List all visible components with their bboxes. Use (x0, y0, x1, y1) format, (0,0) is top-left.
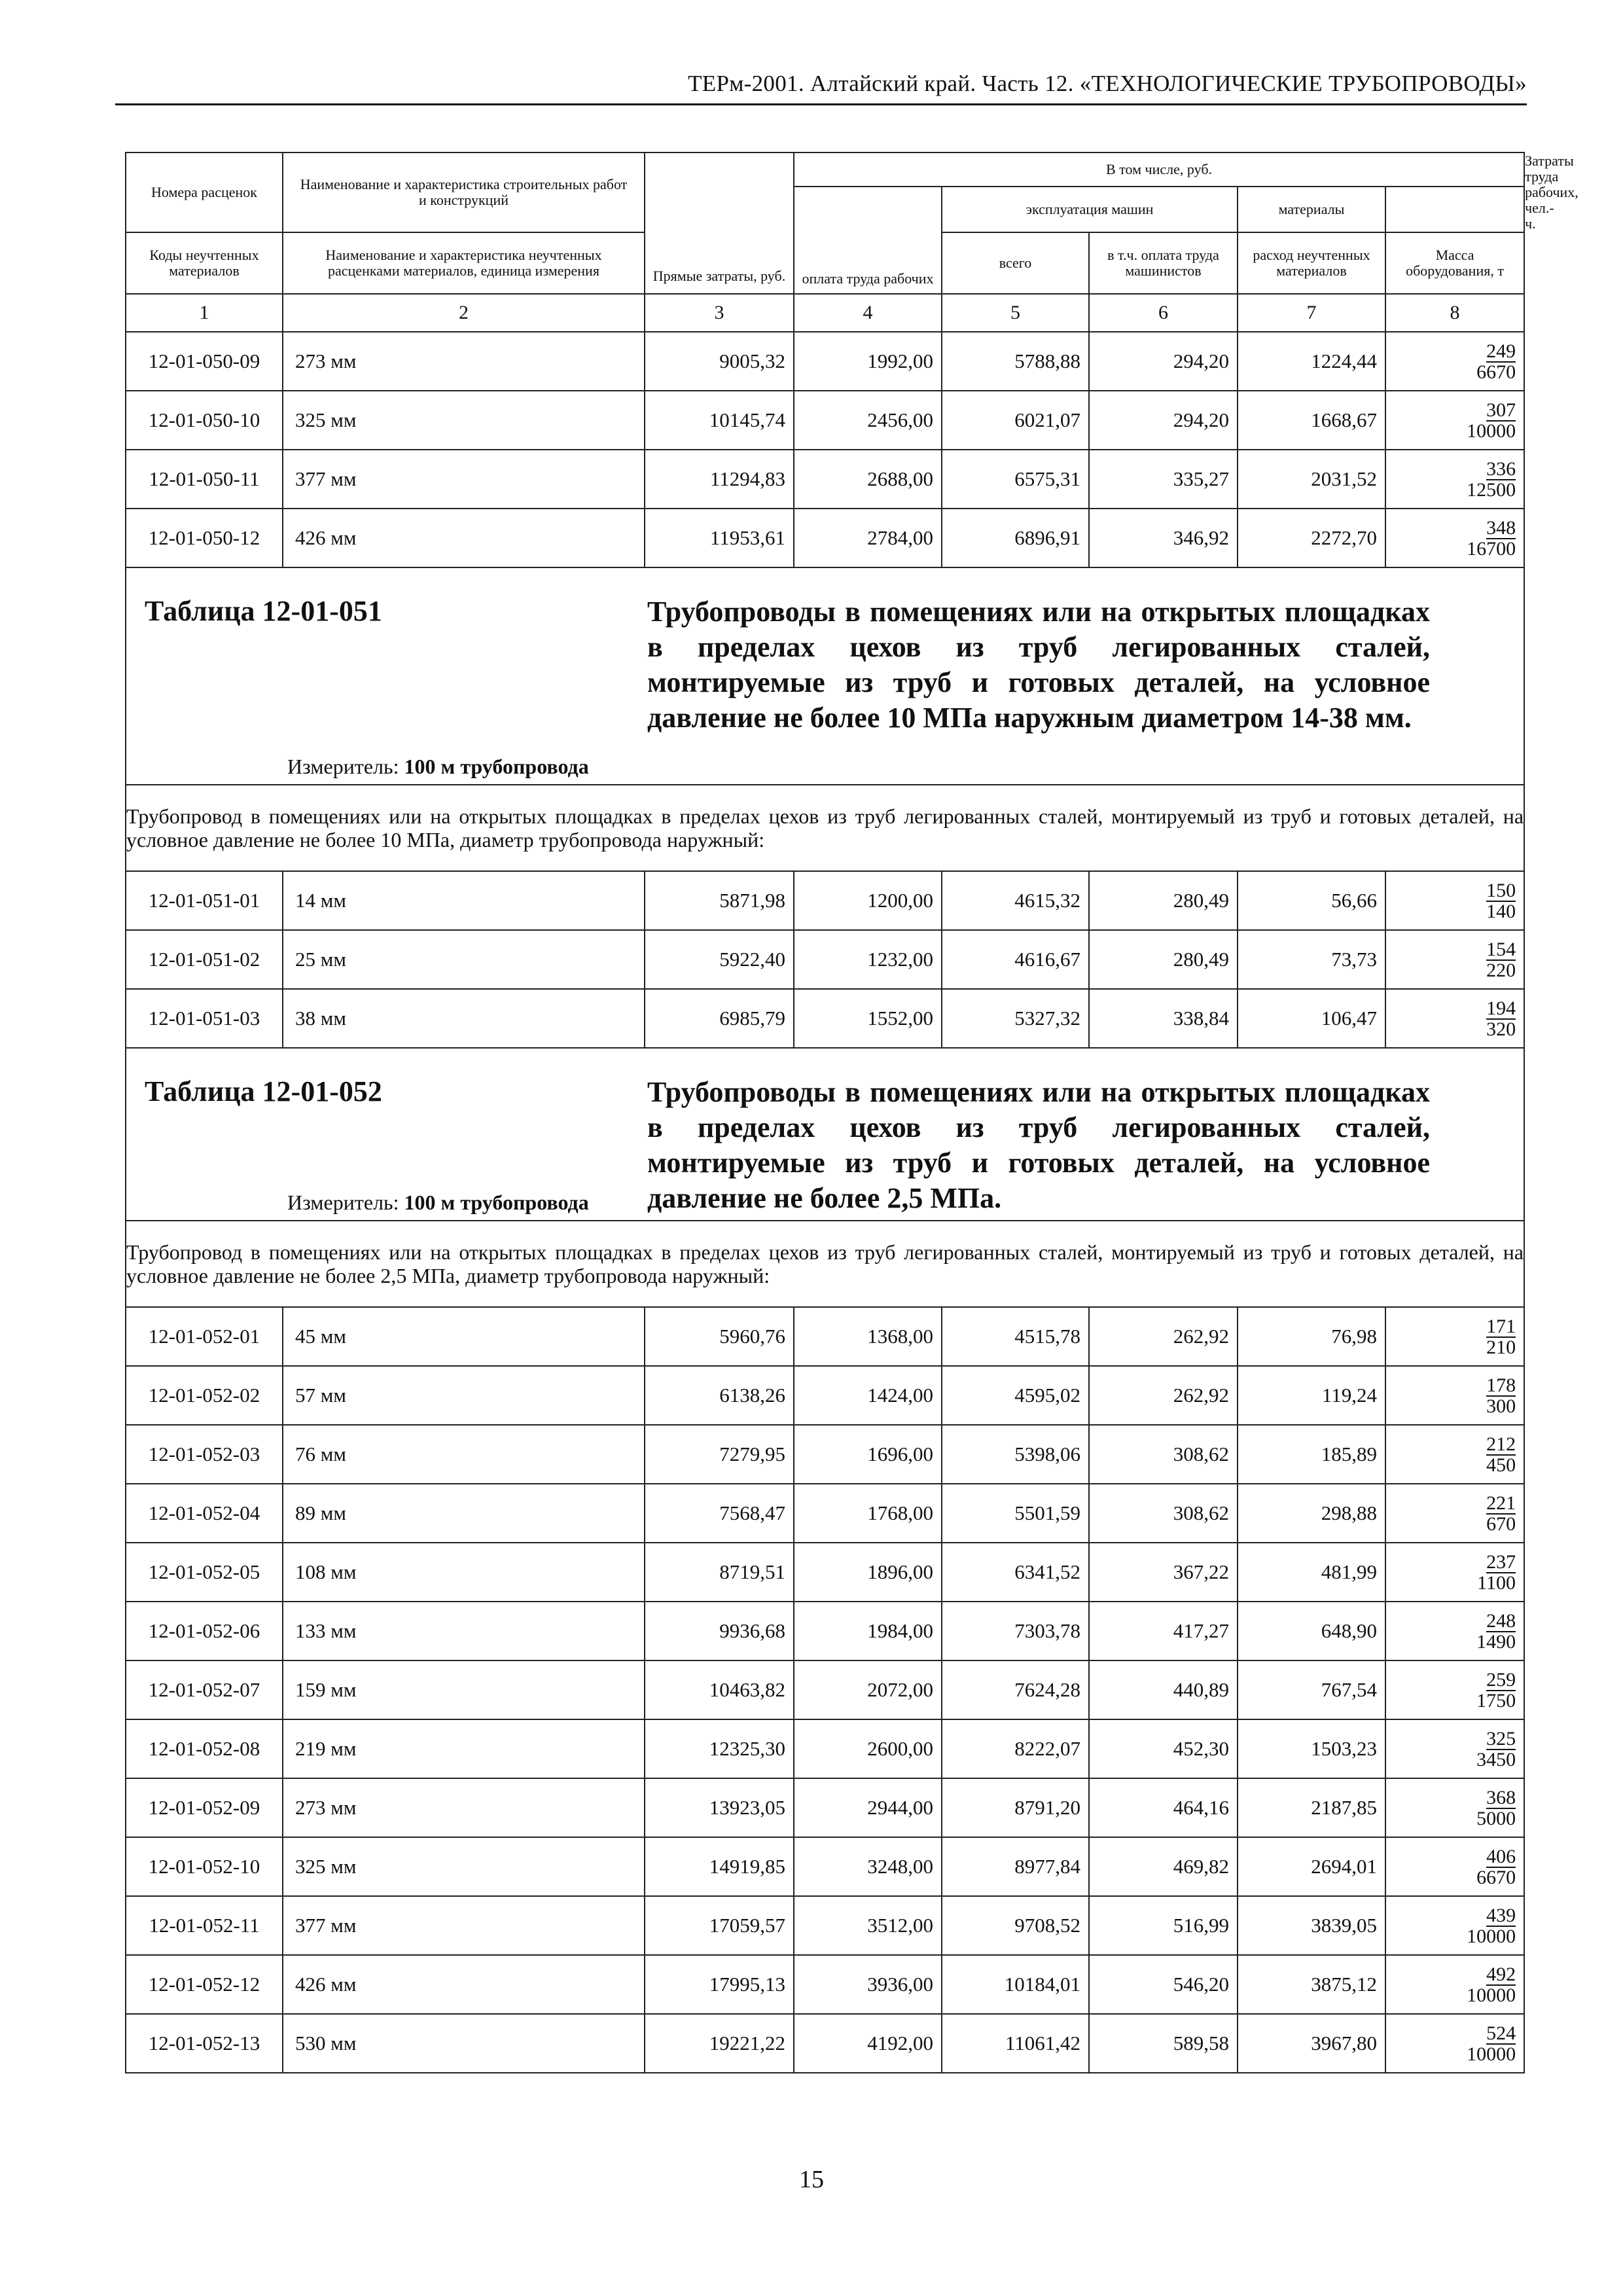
labor-mass-cell (1385, 509, 1524, 567)
diameter-cell: 159 мм (283, 1660, 645, 1719)
labor-mass-cell (1385, 989, 1524, 1048)
page-number: 15 (799, 2166, 824, 2193)
measure-label: Измеритель: (287, 755, 399, 778)
labor-hours-value: 194 (1486, 997, 1516, 1019)
labor-cost-cell: 2600,00 (794, 1719, 942, 1778)
labor-mass-cell (1385, 1955, 1524, 2014)
labor-cost-cell: 2688,00 (794, 450, 942, 509)
rate-code-cell: 12-01-052-01 (126, 1307, 283, 1366)
hdr-col4: оплата труда рабочих (794, 187, 942, 294)
direct-cost-cell: 8719,51 (645, 1543, 794, 1602)
table-header: Номера расценок Наименование и характеристика строительных работ и конструкций Прямые затраты, руб. В том числе, руб. Затраты труда рабочих, чел.-ч. оплата труда рабочих эксплуатация машин материалы Коды неучтенных материалов Наименование и характеристика неучтенных расценками материалов, единица измерения всего в т.ч. оплата труда машинистов расход неучтенных материалов Масса оборудования, т 1 2 3 4 5 6 7 8 (126, 152, 1524, 332)
materials-cost-cell: 648,90 (1238, 1602, 1385, 1660)
equipment-mass-value: 16700 (1467, 537, 1516, 560)
direct-cost-cell: 9936,68 (645, 1602, 794, 1660)
machines-cost-cell: 4515,78 (942, 1307, 1089, 1366)
equipment-mass-value: 1100 (1477, 1571, 1516, 1594)
diameter-cell: 219 мм (283, 1719, 645, 1778)
table-052-label: Таблица 12-01-052 (145, 1075, 382, 1107)
rate-code-cell: 12-01-052-11 (126, 1896, 283, 1955)
labor-mass-cell (1385, 871, 1524, 930)
equipment-mass-value: 6670 (1476, 361, 1516, 383)
equipment-mass-value: 6670 (1476, 1866, 1516, 1888)
direct-cost-cell: 10463,82 (645, 1660, 794, 1719)
machines-cost-cell: 5501,59 (942, 1484, 1089, 1543)
labor-mass-cell (1385, 1896, 1524, 1955)
machinists-cost-cell: 589,58 (1089, 2014, 1238, 2073)
table-051-measure (287, 755, 589, 779)
equipment-mass-value: 320 (1486, 1018, 1516, 1040)
materials-cost-cell: 3839,05 (1238, 1896, 1385, 1955)
header-rule (115, 103, 1527, 105)
rate-code-cell: 12-01-052-06 (126, 1602, 283, 1660)
labor-hours-value: 212 (1486, 1433, 1516, 1455)
machines-cost-cell: 8222,07 (942, 1719, 1089, 1778)
labor-mass-cell (1385, 332, 1524, 391)
machinists-cost-cell: 516,99 (1089, 1896, 1238, 1955)
labor-hours-value: 524 (1486, 2022, 1516, 2044)
equipment-mass-value: 10000 (1467, 1925, 1516, 1947)
rate-code-cell: 12-01-050-12 (126, 509, 283, 567)
machines-cost-cell: 10184,01 (942, 1955, 1089, 2014)
materials-cost-cell: 76,98 (1238, 1307, 1385, 1366)
labor-mass-cell (1385, 1484, 1524, 1543)
col-number: 2 (283, 294, 645, 332)
labor-mass-cell (1385, 1307, 1524, 1366)
materials-cost-cell: 2272,70 (1238, 509, 1385, 567)
labor-hours-value: 348 (1486, 516, 1516, 539)
labor-mass-cell (1385, 2014, 1524, 2073)
labor-mass-cell (1385, 1719, 1524, 1778)
table-row (126, 930, 1524, 989)
labor-cost-cell: 1424,00 (794, 1366, 942, 1425)
machinists-cost-cell: 546,20 (1089, 1955, 1238, 2014)
labor-cost-cell: 2944,00 (794, 1778, 942, 1837)
rate-code-cell: 12-01-052-08 (126, 1719, 283, 1778)
machinists-cost-cell: 262,92 (1089, 1366, 1238, 1425)
col-number: 3 (645, 294, 794, 332)
rates-table (125, 152, 1578, 2073)
machinists-cost-cell: 338,84 (1089, 989, 1238, 1048)
materials-cost-cell: 106,47 (1238, 989, 1385, 1048)
hdr-col6: в т.ч. оплата труда машинистов (1089, 232, 1238, 294)
diameter-cell: 89 мм (283, 1484, 645, 1543)
rows-table-052 (126, 1307, 1524, 2073)
col-number: 6 (1089, 294, 1238, 332)
machines-cost-cell: 7303,78 (942, 1602, 1089, 1660)
table-row (126, 1543, 1524, 1602)
rate-code-cell: 12-01-050-10 (126, 391, 283, 450)
labor-cost-cell: 2456,00 (794, 391, 942, 450)
diameter-cell: 76 мм (283, 1425, 645, 1484)
hdr-col1-bottom: Коды неучтенных материалов (126, 232, 283, 294)
materials-cost-cell: 185,89 (1238, 1425, 1385, 1484)
col-number: 7 (1238, 294, 1385, 332)
labor-cost-cell: 1992,00 (794, 332, 942, 391)
hdr-group-top: В том числе, руб. (794, 152, 1524, 187)
direct-cost-cell: 10145,74 (645, 391, 794, 450)
materials-cost-cell: 73,73 (1238, 930, 1385, 989)
labor-mass-cell (1385, 1543, 1524, 1602)
table-row (126, 1837, 1524, 1896)
equipment-mass-value: 10000 (1467, 1984, 1516, 2006)
table-row (126, 1719, 1524, 1778)
rate-code-cell: 12-01-052-10 (126, 1837, 283, 1896)
direct-cost-cell: 6985,79 (645, 989, 794, 1048)
direct-cost-cell: 17995,13 (645, 1955, 794, 2014)
rows-table-051 (126, 871, 1524, 1048)
rate-code-cell: 12-01-052-04 (126, 1484, 283, 1543)
direct-cost-cell: 11953,61 (645, 509, 794, 567)
labor-cost-cell: 3512,00 (794, 1896, 942, 1955)
table-row (126, 1484, 1524, 1543)
diameter-cell: 133 мм (283, 1602, 645, 1660)
rate-code-cell: 12-01-052-03 (126, 1425, 283, 1484)
measure-label: Измеритель: (287, 1191, 399, 1214)
direct-cost-cell: 19221,22 (645, 2014, 794, 2073)
direct-cost-cell: 12325,30 (645, 1719, 794, 1778)
machines-cost-cell: 9708,52 (942, 1896, 1089, 1955)
labor-cost-cell: 1232,00 (794, 930, 942, 989)
direct-cost-cell: 5922,40 (645, 930, 794, 989)
diameter-cell: 426 мм (283, 509, 645, 567)
labor-hours-value: 259 (1486, 1668, 1516, 1691)
table-052-measure (287, 1191, 589, 1215)
labor-hours-value: 368 (1486, 1786, 1516, 1808)
labor-cost-cell: 2072,00 (794, 1660, 942, 1719)
rate-code-cell: 12-01-050-11 (126, 450, 283, 509)
materials-cost-cell: 298,88 (1238, 1484, 1385, 1543)
hdr-col3: Прямые затраты, руб. (645, 152, 794, 294)
labor-mass-cell (1385, 1660, 1524, 1719)
machinists-cost-cell: 280,49 (1089, 871, 1238, 930)
hdr-col2-top: Наименование и характеристика строительных работ и конструкций (283, 152, 645, 232)
labor-hours-value: 325 (1486, 1727, 1516, 1749)
machinists-cost-cell: 346,92 (1089, 509, 1238, 567)
machines-cost-cell: 11061,42 (942, 2014, 1089, 2073)
machinists-cost-cell: 464,16 (1089, 1778, 1238, 1837)
materials-cost-cell: 119,24 (1238, 1366, 1385, 1425)
table-row (126, 509, 1524, 567)
machinists-cost-cell: 280,49 (1089, 930, 1238, 989)
labor-cost-cell: 1552,00 (794, 989, 942, 1048)
equipment-mass-value: 3450 (1476, 1748, 1516, 1770)
machines-cost-cell: 6341,52 (942, 1543, 1089, 1602)
direct-cost-cell: 14919,85 (645, 1837, 794, 1896)
table-row (126, 450, 1524, 509)
hdr-materials: материалы (1238, 187, 1385, 232)
direct-cost-cell: 7279,95 (645, 1425, 794, 1484)
direct-cost-cell: 9005,32 (645, 332, 794, 391)
diameter-cell: 426 мм (283, 1955, 645, 2014)
equipment-mass-value: 670 (1486, 1513, 1516, 1535)
rate-code-cell: 12-01-052-02 (126, 1366, 283, 1425)
equipment-mass-value: 5000 (1476, 1807, 1516, 1829)
diameter-cell: 530 мм (283, 2014, 645, 2073)
labor-hours-value: 178 (1486, 1374, 1516, 1396)
direct-cost-cell: 6138,26 (645, 1366, 794, 1425)
machines-cost-cell: 6575,31 (942, 450, 1089, 509)
equipment-mass-value: 10000 (1467, 420, 1516, 442)
rate-code-cell: 12-01-051-03 (126, 989, 283, 1048)
hdr-machines: эксплуатация машин (942, 187, 1238, 232)
diameter-cell: 38 мм (283, 989, 645, 1048)
materials-cost-cell: 1668,67 (1238, 391, 1385, 450)
diameter-cell: 45 мм (283, 1307, 645, 1366)
equipment-mass-value: 450 (1486, 1454, 1516, 1476)
equipment-mass-value: 1750 (1476, 1689, 1516, 1712)
table-051-title: Трубопроводы в помещениях или на открытых площадках в пределах цехов из труб легированных сталей, монтируемые из труб и готовых деталей, на условное давление не более 10 МПа наружным диаметром 14-38 мм. (647, 596, 1430, 734)
labor-hours-value: 439 (1486, 1904, 1516, 1926)
labor-hours-value: 336 (1486, 457, 1516, 480)
machinists-cost-cell: 294,20 (1089, 332, 1238, 391)
machines-cost-cell: 5788,88 (942, 332, 1089, 391)
rate-code-cell: 12-01-052-07 (126, 1660, 283, 1719)
rate-code-cell: 12-01-052-05 (126, 1543, 283, 1602)
machines-cost-cell: 5327,32 (942, 989, 1089, 1048)
machines-cost-cell: 6021,07 (942, 391, 1089, 450)
materials-cost-cell: 481,99 (1238, 1543, 1385, 1602)
table-row (126, 1366, 1524, 1425)
equipment-mass-value: 140 (1486, 900, 1516, 922)
labor-cost-cell: 1768,00 (794, 1484, 942, 1543)
diameter-cell: 108 мм (283, 1543, 645, 1602)
table-row (126, 1307, 1524, 1366)
diameter-cell: 325 мм (283, 1837, 645, 1896)
table-row (126, 1660, 1524, 1719)
labor-mass-cell (1385, 1425, 1524, 1484)
table-052-heading-block (126, 1048, 1524, 1221)
table-052-title: Трубопроводы в помещениях или на открытых площадках в пределах цехов из труб легированных сталей, монтируемые из труб и готовых деталей, на условное давление не более 2,5 МПа. (647, 1076, 1430, 1214)
rate-code-cell: 12-01-052-12 (126, 1955, 283, 2014)
equipment-mass-value: 12500 (1467, 478, 1516, 501)
labor-hours-value: 406 (1486, 1845, 1516, 1867)
labor-hours-value: 171 (1486, 1315, 1516, 1337)
machines-cost-cell: 4615,32 (942, 871, 1089, 930)
machines-cost-cell: 8791,20 (942, 1778, 1089, 1837)
labor-hours-value: 221 (1486, 1492, 1516, 1514)
diameter-cell: 14 мм (283, 871, 645, 930)
direct-cost-cell: 5871,98 (645, 871, 794, 930)
machinists-cost-cell: 452,30 (1089, 1719, 1238, 1778)
labor-cost-cell: 1696,00 (794, 1425, 942, 1484)
machines-cost-cell: 5398,06 (942, 1425, 1089, 1484)
labor-hours-value: 249 (1486, 340, 1516, 362)
labor-cost-cell: 1368,00 (794, 1307, 942, 1366)
equipment-mass-value: 10000 (1467, 2043, 1516, 2065)
equipment-mass-value: 1490 (1476, 1630, 1516, 1653)
rate-code-cell: 12-01-052-13 (126, 2014, 283, 2073)
labor-cost-cell: 1984,00 (794, 1602, 942, 1660)
machinists-cost-cell: 469,82 (1089, 1837, 1238, 1896)
machinists-cost-cell: 440,89 (1089, 1660, 1238, 1719)
machinists-cost-cell: 262,92 (1089, 1307, 1238, 1366)
table-row (126, 1602, 1524, 1660)
labor-cost-cell: 1200,00 (794, 871, 942, 930)
machinists-cost-cell: 417,27 (1089, 1602, 1238, 1660)
diameter-cell: 273 мм (283, 332, 645, 391)
labor-mass-cell (1385, 450, 1524, 509)
rate-code-cell: 12-01-052-09 (126, 1778, 283, 1837)
machines-cost-cell: 4616,67 (942, 930, 1089, 989)
labor-mass-cell (1385, 1837, 1524, 1896)
diameter-cell: 273 мм (283, 1778, 645, 1837)
col-number: 1 (126, 294, 283, 332)
materials-cost-cell: 1503,23 (1238, 1719, 1385, 1778)
table-052-section (126, 1048, 1524, 1307)
labor-mass-cell (1385, 391, 1524, 450)
machinists-cost-cell: 294,20 (1089, 391, 1238, 450)
labor-mass-cell (1385, 1602, 1524, 1660)
page-header-title: ТЕРм-2001. Алтайский край. Часть 12. «ТЕХНОЛОГИЧЕСКИЕ ТРУБОПРОВОДЫ» (688, 71, 1527, 96)
machines-cost-cell: 4595,02 (942, 1366, 1089, 1425)
machinists-cost-cell: 335,27 (1089, 450, 1238, 509)
diameter-cell: 377 мм (283, 1896, 645, 1955)
labor-mass-cell (1385, 1778, 1524, 1837)
labor-hours-value: 492 (1486, 1963, 1516, 1985)
hdr-col7: расход неучтенных материалов (1238, 232, 1385, 294)
direct-cost-cell: 17059,57 (645, 1896, 794, 1955)
materials-cost-cell: 767,54 (1238, 1660, 1385, 1719)
materials-cost-cell: 2694,01 (1238, 1837, 1385, 1896)
labor-hours-value: 237 (1486, 1551, 1516, 1573)
table-row (126, 989, 1524, 1048)
col-number: 8 (1385, 294, 1524, 332)
equipment-mass-value: 300 (1486, 1395, 1516, 1417)
labor-hours-value: 150 (1486, 879, 1516, 901)
rate-code-cell: 12-01-050-09 (126, 332, 283, 391)
table-row (126, 1896, 1524, 1955)
diameter-cell: 57 мм (283, 1366, 645, 1425)
materials-cost-cell: 2031,52 (1238, 450, 1385, 509)
labor-mass-cell (1385, 1366, 1524, 1425)
table-row (126, 1425, 1524, 1484)
direct-cost-cell: 13923,05 (645, 1778, 794, 1837)
table-row (126, 391, 1524, 450)
diameter-cell: 325 мм (283, 391, 645, 450)
labor-cost-cell: 3248,00 (794, 1837, 942, 1896)
measure-value: 100 м трубопровода (404, 755, 589, 778)
col-number: 4 (794, 294, 942, 332)
table-row (126, 871, 1524, 930)
direct-cost-cell: 11294,83 (645, 450, 794, 509)
labor-cost-cell: 2784,00 (794, 509, 942, 567)
hdr-col2-bottom: Наименование и характеристика неучтенных расценками материалов, единица измерения (283, 232, 645, 294)
machinists-cost-cell: 367,22 (1089, 1543, 1238, 1602)
equipment-mass-value: 220 (1486, 959, 1516, 981)
labor-hours-value: 248 (1486, 1609, 1516, 1632)
measure-value: 100 м трубопровода (404, 1191, 589, 1214)
machines-cost-cell: 8977,84 (942, 1837, 1089, 1896)
materials-cost-cell: 2187,85 (1238, 1778, 1385, 1837)
table-051-group-description: Трубопровод в помещениях или на открытых площадках в пределах цехов из труб легированных сталей, монтируемый из труб и готовых деталей, на условное давление не более 10 МПа, диаметр трубопровода наружный: (126, 785, 1524, 871)
machines-cost-cell: 6896,91 (942, 509, 1089, 567)
rate-code-cell: 12-01-051-02 (126, 930, 283, 989)
rows-table-050 (126, 332, 1524, 567)
labor-hours-value: 307 (1486, 399, 1516, 421)
direct-cost-cell: 7568,47 (645, 1484, 794, 1543)
materials-cost-cell: 1224,44 (1238, 332, 1385, 391)
table-051-label: Таблица 12-01-051 (145, 595, 382, 627)
direct-cost-cell: 5960,76 (645, 1307, 794, 1366)
machinists-cost-cell: 308,62 (1089, 1484, 1238, 1543)
rate-code-cell: 12-01-051-01 (126, 871, 283, 930)
materials-cost-cell: 3875,12 (1238, 1955, 1385, 2014)
table-row (126, 332, 1524, 391)
hdr-col5: всего (942, 232, 1089, 294)
labor-cost-cell: 1896,00 (794, 1543, 942, 1602)
table-051-heading-block (126, 567, 1524, 785)
equipment-mass-value: 210 (1486, 1336, 1516, 1358)
table-052-group-description: Трубопровод в помещениях или на открытых площадках в пределах цехов из труб легированных сталей, монтируемый из труб и готовых деталей, на условное давление не более 2,5 МПа, диаметр трубопровода наружный: (126, 1221, 1524, 1307)
materials-cost-cell: 56,66 (1238, 871, 1385, 930)
diameter-cell: 377 мм (283, 450, 645, 509)
hdr-col1-top: Номера расценок (126, 152, 283, 232)
table-row (126, 2014, 1524, 2073)
table-051-section (126, 567, 1524, 871)
diameter-cell: 25 мм (283, 930, 645, 989)
labor-hours-value: 154 (1486, 938, 1516, 960)
labor-cost-cell: 3936,00 (794, 1955, 942, 2014)
machinists-cost-cell: 308,62 (1089, 1425, 1238, 1484)
table-row (126, 1778, 1524, 1837)
labor-cost-cell: 4192,00 (794, 2014, 942, 2073)
materials-cost-cell: 3967,80 (1238, 2014, 1385, 2073)
table-row (126, 1955, 1524, 2014)
machines-cost-cell: 7624,28 (942, 1660, 1089, 1719)
hdr-col8-bottom: Масса оборудования, т (1385, 232, 1524, 294)
col-number: 5 (942, 294, 1089, 332)
labor-mass-cell (1385, 930, 1524, 989)
